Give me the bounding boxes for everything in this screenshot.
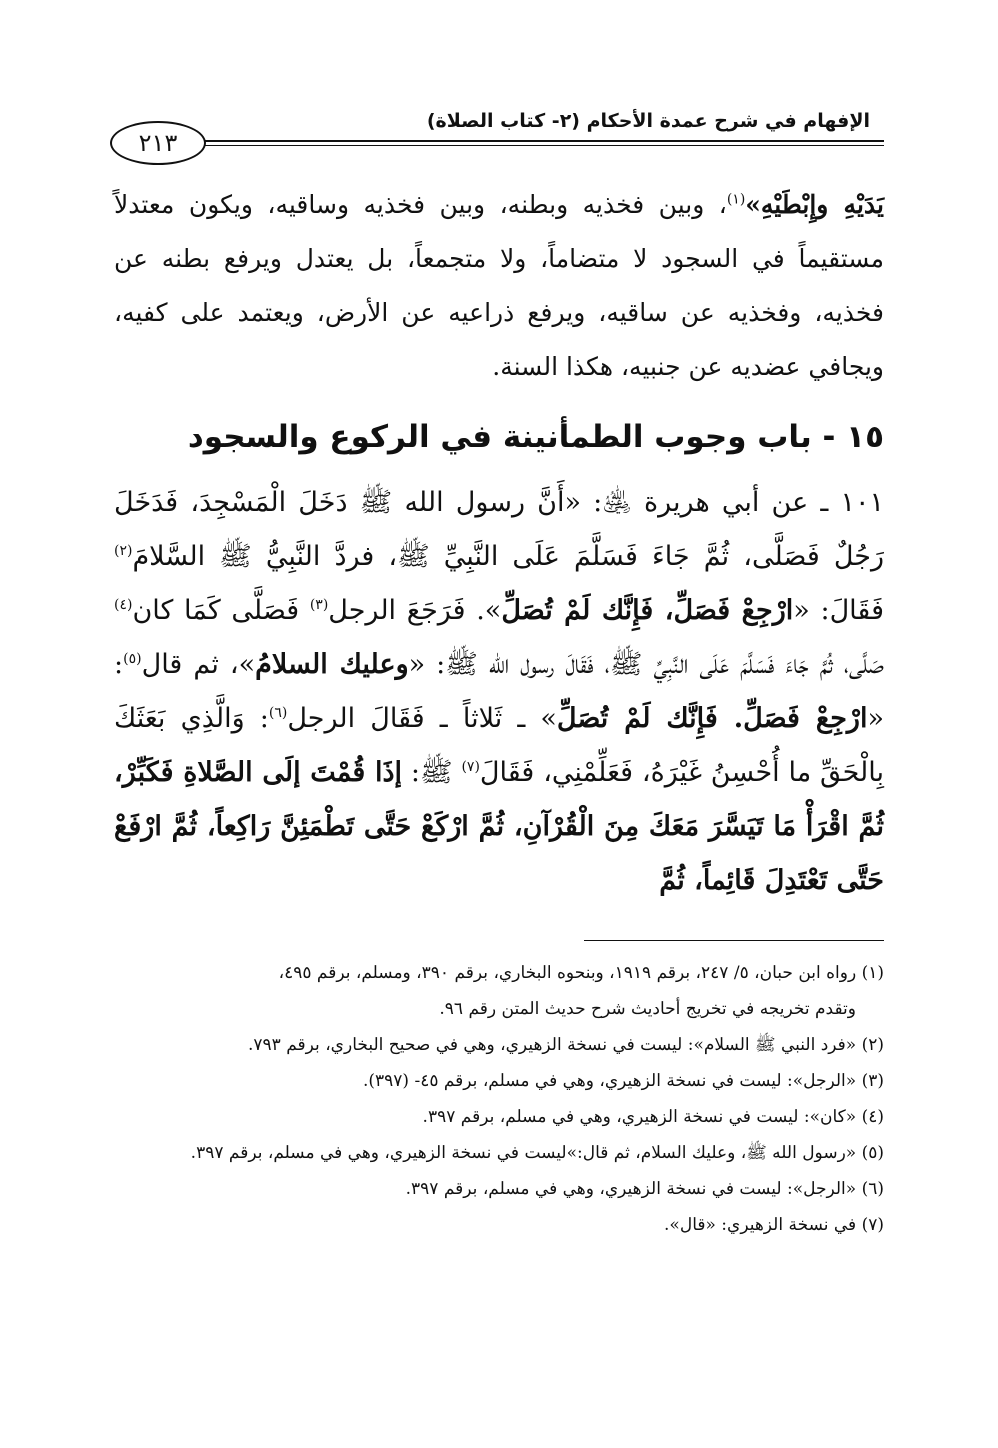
note-ref-4: (٤) — [114, 597, 133, 613]
hadith-text-9: : وَالَّذِي بَعَثَكَ بِالْحَقِّ ما أُحْسِنُ غَيْرَهُ، فَعَلِّمْنِي، فَقَالَ — [114, 703, 884, 788]
footnote-2: (٢) «فرد النبي ﷺ السلام»: ليست في نسخة الزهيري، وهي في صحيح البخاري، برقم ٧٩٣. — [248, 1035, 884, 1055]
section-title: ١٥ - باب وجوب الطمأنينة في الركوع والسجود — [187, 419, 884, 455]
footnote-7: (٧) في نسخة الزهيري: «قال». — [664, 1215, 884, 1235]
hadith-text-1: ١٠١ ـ عن أبي هريرة ﵁: «أَنَّ رسول الله ﷺ دَخَلَ الْمَسْجِدَ، فَدَخَلَ رَجُلٌ فَصَلَّى، ثُمَّ جَاءَ فَسَلَّمَ عَلَى النَّبِيِّ ﷺ، فردَّ النَّبِيُّ ﷺ السَّلامَ — [114, 487, 884, 572]
note-ref-3: (٣) — [309, 597, 329, 613]
intro-paragraph — [114, 178, 884, 394]
page-number: ٢١٣ — [110, 121, 206, 165]
hadith-text-6: »، ثم قال — [141, 649, 256, 680]
header-rule — [200, 140, 884, 146]
hadith-text-7: : « — [114, 649, 885, 734]
hadith-text-4: فَصَلَّى كَمَا كان — [132, 595, 310, 626]
hadith-text-5: صَلَّى، ثُمَّ جَاءَ فَسَلَّمَ عَلَى النَّبِيِّ ﷺ، فَقَالَ رسول الله ﷺ: « — [408, 649, 884, 680]
note-ref-2: (٢) — [114, 543, 133, 559]
footnote-1-continued: وتقدم تخريجه في تخريج أحاديث شرح حديث المتن رقم ٩٦. — [439, 999, 856, 1019]
hadith-text-3: ». فَرَجَعَ الرجل — [328, 595, 502, 626]
footnote-3: (٣) «الرجل»: ليست في نسخة الزهيري، وهي في مسلم، برقم ٤٥- (٣٩٧). — [362, 1071, 884, 1091]
hadith-text-2: فَقَالَ: « — [793, 595, 884, 626]
hadith-emphasis-1: ارْجِعْ فَصَلِّ، فَإِنَّك لَمْ تُصَلِّ — [501, 595, 794, 626]
footnotes — [120, 955, 884, 1243]
note-ref-7: (٧) — [461, 759, 480, 775]
footnote-6: (٦) «الرجل»: ليست في نسخة الزهيري، وهي في مسلم، برقم ٣٩٧. — [405, 1179, 884, 1199]
footnote-1: (١) رواه ابن حبان، ٥/ ٢٤٧، برقم ١٩١٩، وبنحوه البخاري، برقم ٣٩٠، ومسلم، برقم ٤٩٥، — [278, 963, 884, 983]
footnote-rule — [584, 940, 884, 941]
intro-text: ، وبين فخذيه وبطنه، وبين فخذيه وساقيه، ويكون معتدلاً مستقيماً في السجود لا متضاماً، ولا متجمعاً، بل يعتدل ويرفع بطنه عن فخذيه، وفخذيه عن ساقيه، ويرفع ذراعيه عن الأرض، ويعتمد على كفيه، ويجافي عضديه عن جنبيه، هكذا السنة. — [114, 190, 884, 381]
footnote-4: (٤) «كان»: ليست في نسخة الزهيري، وهي في مسلم، برقم ٣٩٧. — [422, 1107, 884, 1127]
hadith-text-8: » ـ ثَلاثاً ـ فَقَالَ الرجل — [287, 703, 557, 734]
hadith-emphasis-4: إذَا قُمْتَ إلَى الصَّلاةِ فَكَبِّرْ، ثُمَّ اقْرَأْ مَا تَيَسَّرَ مَعَكَ مِنَ الْقُرْآنِ، ثُمَّ ارْكَعْ حَتَّى تَطْمَئِنَّ رَاكِعاً، ثُمَّ ارْفَعْ حَتَّى تَعْتَدِلَ قَائِماً، ثُمَّ — [114, 757, 884, 896]
note-ref-6: (٦) — [268, 705, 288, 721]
hadith-emphasis-3: ارْجِعْ فَصَلِّ. فَإِنَّك لَمْ تُصَلِّ — [556, 703, 868, 734]
main-text — [114, 178, 884, 908]
hadith-text-10: ﷺ: — [402, 757, 462, 788]
footnote-5: (٥) «رسول الله ﷺ، وعليك السلام، ثم قال:»ليست في نسخة الزهيري، وهي في مسلم، برقم ٣٩٧. — [190, 1143, 884, 1163]
intro-lead: يَدَيْهِ وإِبْطَيْهِ» — [745, 190, 885, 219]
running-head: الإفهام في شرح عمدة الأحكام (٢- كتاب الصلاة) — [426, 110, 870, 132]
note-ref-1: (١) — [726, 191, 746, 208]
note-ref-5: (٥) — [123, 651, 142, 667]
hadith-emphasis-2: وعليك السلامُ — [255, 649, 409, 680]
hadith-paragraph — [114, 476, 884, 908]
